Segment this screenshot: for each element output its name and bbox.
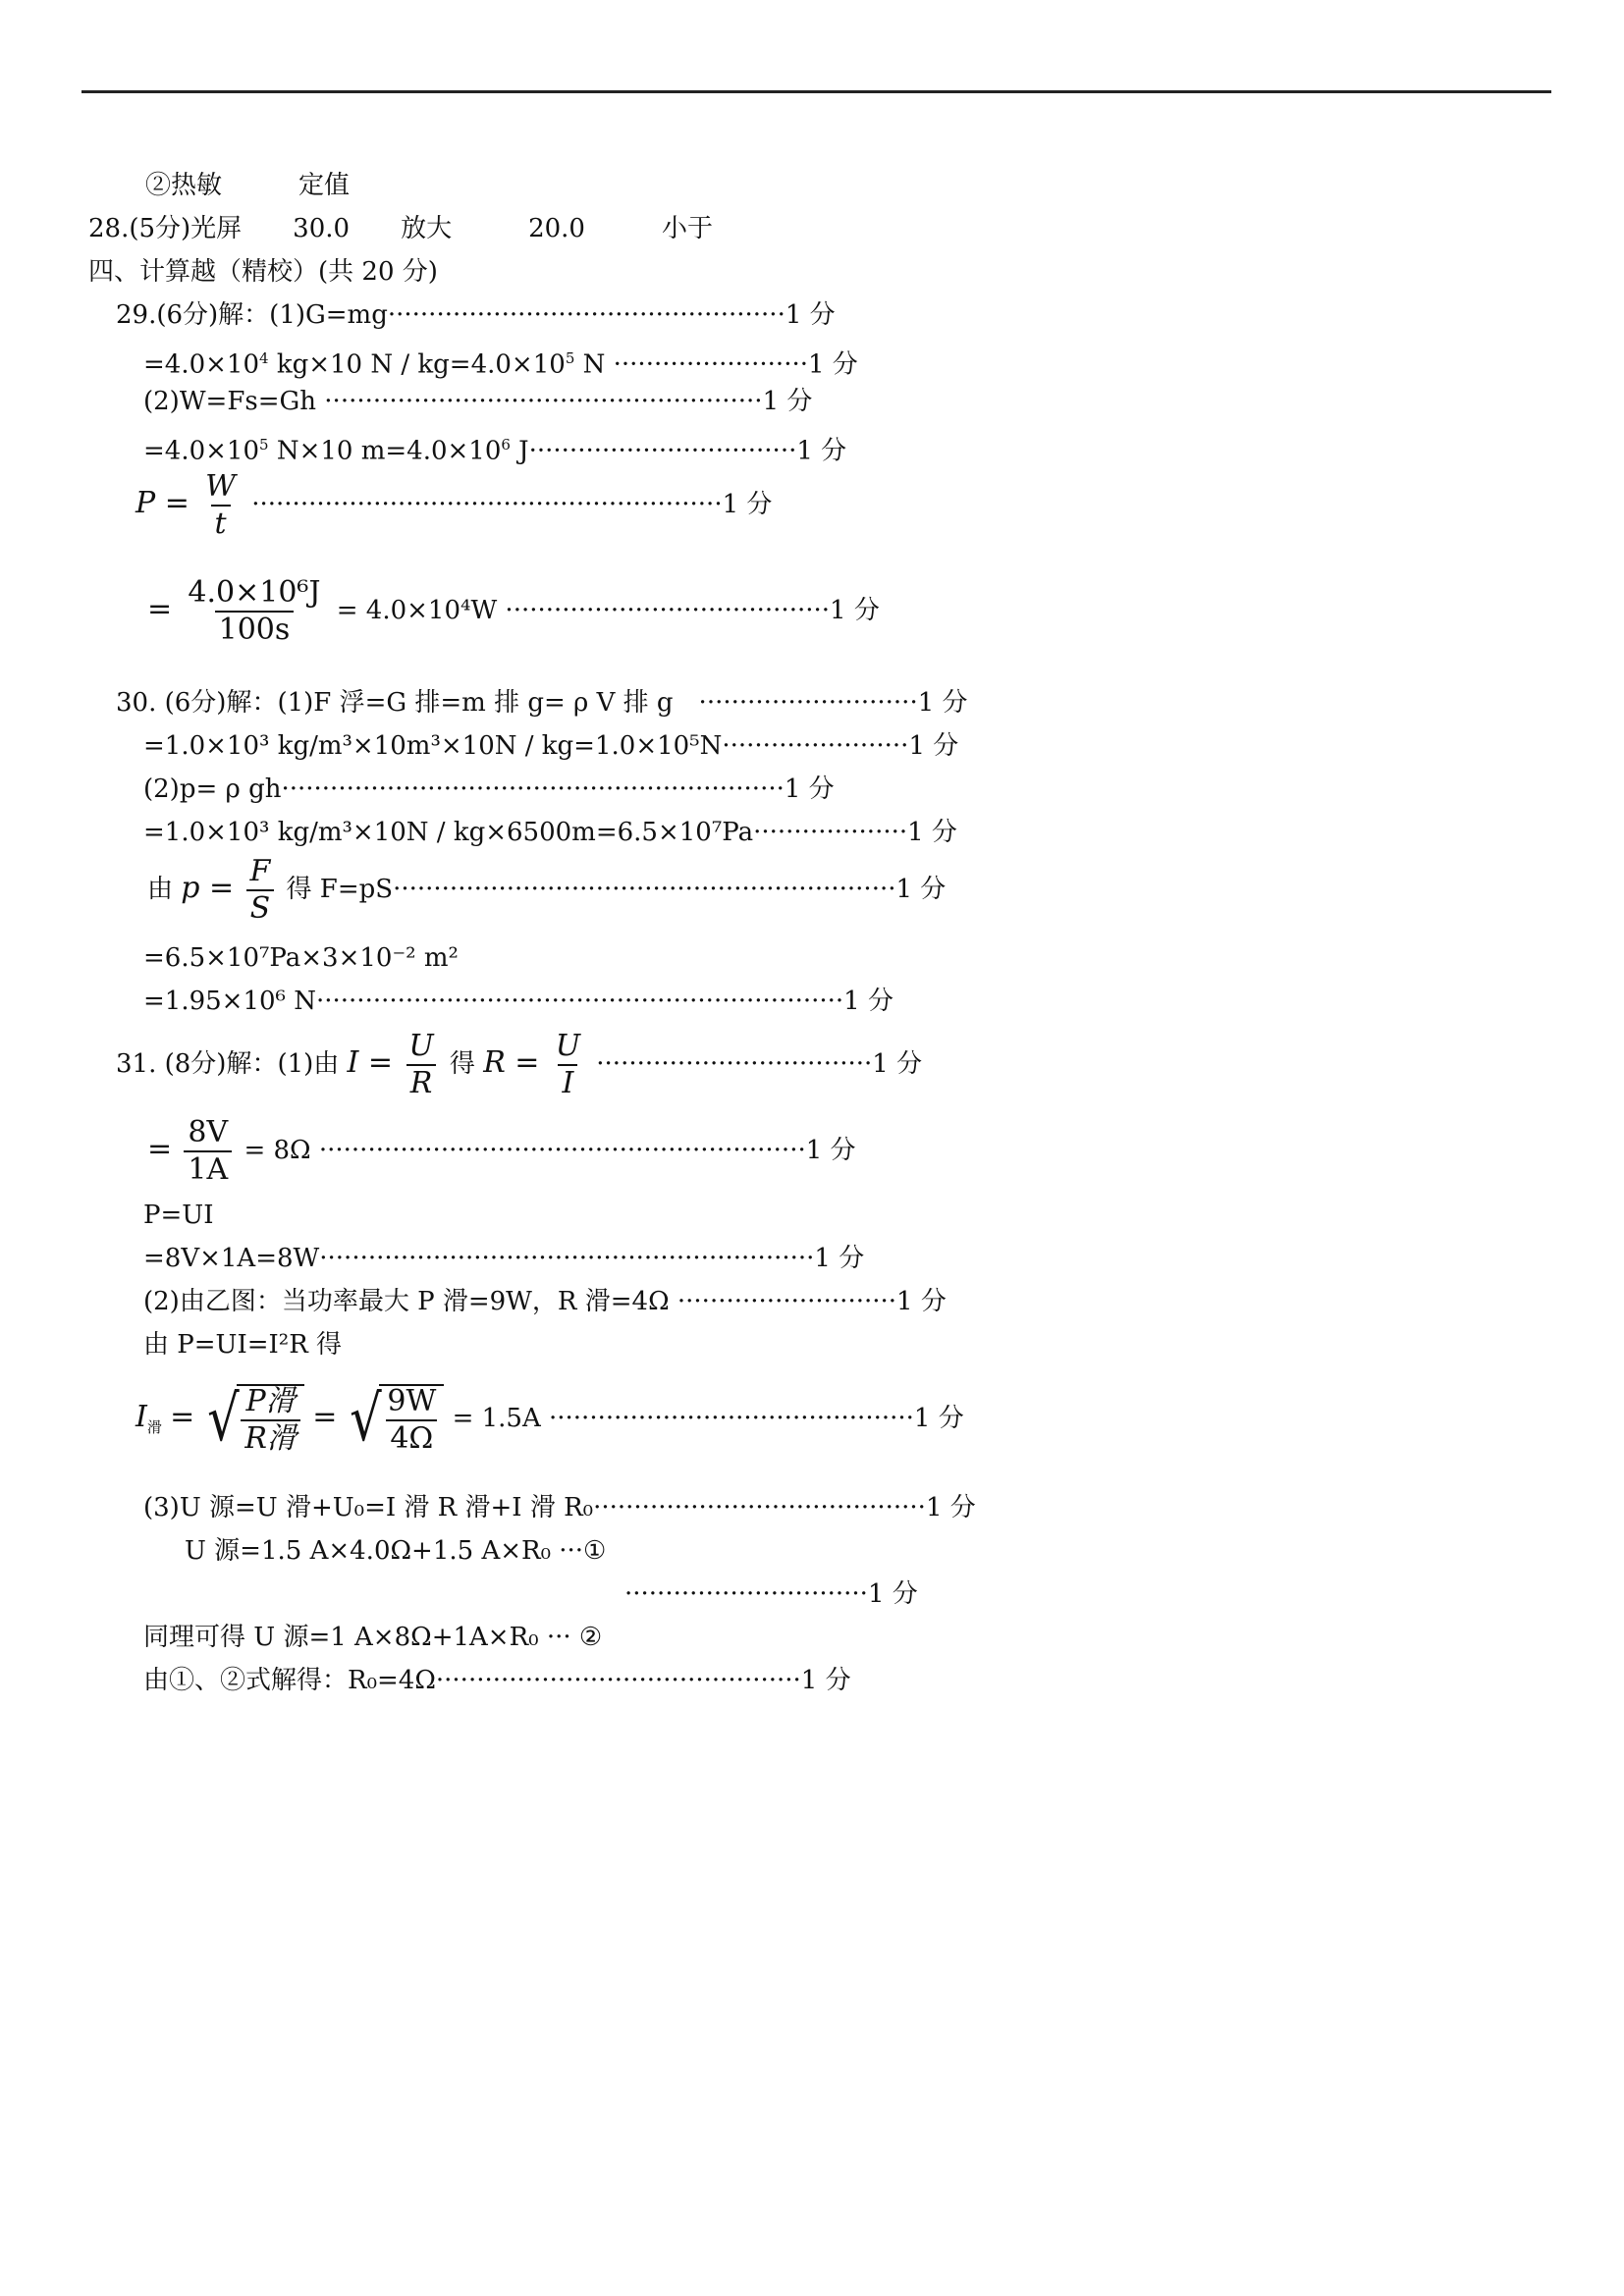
q30-pressure-formula: 由 p = $\frac{F}{S}$ 得 F=pS······························································1 分 <box>147 854 947 926</box>
q31-line-11: 同理可得 U 源=1 A×8Ω+1A×R₀ ··· ② <box>143 1623 603 1652</box>
fraction-u-over-r: $\frac{U}{R}$ <box>405 1031 437 1099</box>
q30-line-7: =1.95×10⁶ N·································································1 分 <box>143 987 893 1016</box>
section-heading: 四、计算越（精校）(共 20 分) <box>88 257 438 287</box>
fraction-f-over-s: $\frac{F}{S}$ <box>245 856 274 925</box>
q29-line-4: $=4.0\times 10^5$ N×10 $m=4.0\times 10^6$ J·································1 分 <box>143 436 847 466</box>
q31-line-4: =8V×1A=8W·····························································1 分 <box>143 1244 865 1273</box>
q30-line-3: (2)p= ρ gh······························································1 分 <box>143 774 835 804</box>
q31-current-formula: $I_滑$ = √ P滑 R滑 = √ $\frac{9W}{4\Omega}$ = 1.5A ·············································1 分 <box>135 1383 964 1456</box>
q31-line-9: U 源=1.5 A×4.0Ω+1.5 A×R₀ ···① <box>185 1536 607 1566</box>
fraction-work-over-time: $\frac{\text{4.0×10⁶J}}{100s}$ <box>188 575 321 647</box>
fraction-8v-over-1a: $\frac{8V}{1A}$ <box>184 1117 232 1186</box>
header-rule <box>81 90 1551 93</box>
sqrt-9w-over-4ohm: √ $\frac{9W}{4\Omega}$ <box>346 1384 445 1455</box>
q29-power-formula: P = $\frac{W}{t}$ ··························································1 分 <box>135 469 773 541</box>
q31-ohm-formula: 31. (8分)解：(1)由 I = $\frac{U}{R}$ 得 R = $\frac{U}{I}$ ··································1 分 <box>116 1029 923 1100</box>
q30-line-6: =6.5×10⁷Pa×3×10⁻² m² <box>143 943 459 973</box>
q31-line-3: P=UI <box>143 1201 214 1230</box>
answer-28-line: 28.(5分)光屏 30.0 放大 20.0 小于 <box>88 214 713 243</box>
fraction-w-over-t: $\frac{W}{t}$ <box>205 469 236 541</box>
q31-line-8: (3)U 源=U 滑+U₀=I 滑 R 滑+I 滑 R₀·········································1 分 <box>143 1493 976 1522</box>
q29-line-2: $=4.0\times 10^4$ kg×10 $N / kg=4.0\times 10^5$ N ························1 分 <box>143 349 858 380</box>
q31-resistance-result: = $\frac{8V}{1A}$ = 8Ω ····························································1 分 <box>147 1115 856 1187</box>
q29-line-1: 29.(6分)解：(1)G=mg·················································1 分 <box>116 300 836 330</box>
q30-line-4: =1.0×10³ kg/m³×10N / kg×6500m=6.5×10⁷Pa···················1 分 <box>143 818 957 847</box>
q30-line-2: =1.0×10³ kg/m³×10m³×10N / kg=1.0×10⁵N·······················1 分 <box>143 731 959 761</box>
answer-27-line: ②热敏 定值 <box>145 171 351 200</box>
q31-line-10: ······························1 分 <box>624 1579 918 1609</box>
q31-line-6: 由 P=UI=I²R 得 <box>143 1330 343 1360</box>
q31-line-12: 由①、②式解得：R₀=4Ω·············································1 分 <box>143 1666 851 1695</box>
sqrt-p-over-r: √ P滑 R滑 <box>203 1384 304 1455</box>
fraction-u-over-i: $\frac{U}{I}$ <box>555 1029 581 1100</box>
q29-line-3: (2)W=Fs=Gh ······················································1 分 <box>143 387 813 416</box>
q30-line-1: 30. (6分)解：(1)F 浮=G 排=m 排 g= ρ V 排 g ···························1 分 <box>116 688 968 718</box>
q29-power-result: = $\frac{\text{4.0×10⁶J}}{100s}$ = 4.0×10⁴W ········································1 分 <box>147 575 880 647</box>
q31-line-5: (2)由乙图：当功率最大 P 滑=9W，R 滑=4Ω ···························1 分 <box>143 1287 947 1316</box>
